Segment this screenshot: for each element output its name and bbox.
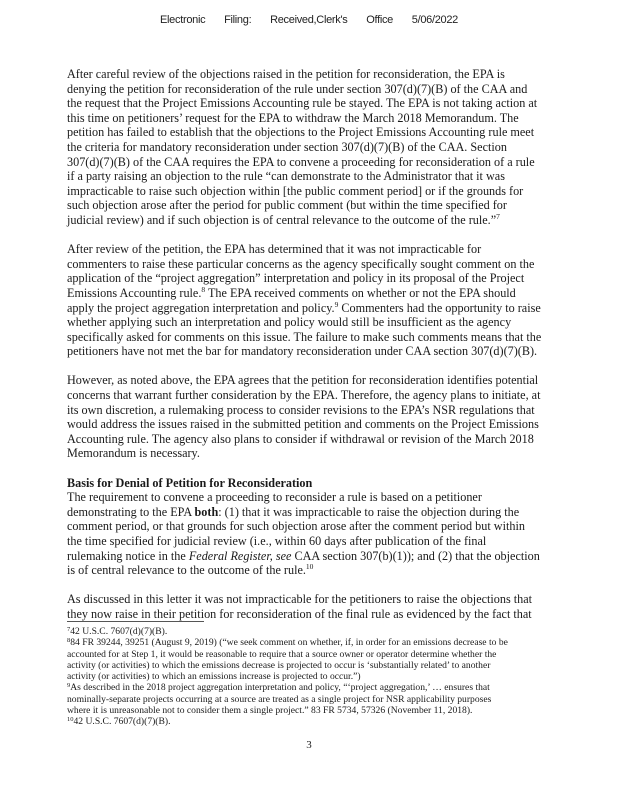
text-line: the time specified for judicial review (i.e., within 60 days after publication of the final xyxy=(67,534,487,548)
footnote-number: 7 xyxy=(67,626,71,633)
footnote-ref-10[interactable]: 10 xyxy=(305,562,314,572)
text-line: the criteria for mandatory reconsideration under section 307(d)(7)(B) of the CAA. Section xyxy=(67,139,507,154)
footnote-line xyxy=(67,716,587,727)
paragraph-denial-summary xyxy=(67,67,567,228)
text-line: whether applying such an interpretation and policy would still be insufficient as the agency xyxy=(67,315,512,330)
text-segment: judicial review) and if such objection is of central relevance to the outcome of the rule.” xyxy=(67,212,497,227)
text-segment: apply the project aggregation interpretation and policy. xyxy=(67,300,335,315)
text-line: petition has failed to establish that the objections to the Project Emissions Accounting rule meet xyxy=(67,125,535,140)
footnote-8 xyxy=(67,637,587,682)
text-segment: Commenters had the opportunity to raise xyxy=(338,300,541,315)
footnote-9 xyxy=(67,682,587,716)
text-line: would address the issues raised in the submitted petition and comments on the Project Emissions xyxy=(67,417,539,432)
footnote-divider xyxy=(67,621,204,622)
citation-federal-register: Federal Register, see xyxy=(188,548,292,563)
footnote-ref-7[interactable]: 7 xyxy=(496,211,500,221)
footnote-ref-8[interactable]: 8 xyxy=(201,284,206,294)
header-electronic: Electronic xyxy=(160,14,206,26)
text-line: such objection arose after the period for public comment (but within the time specified for xyxy=(67,198,507,213)
footnote-number: 10 xyxy=(67,716,74,724)
filing-stamp-header xyxy=(0,14,618,26)
footnote-line: activity (or activities) to which the emissions decrease is projected to occur is ‘substantially related’ to another xyxy=(67,659,491,671)
text-segment: is of central relevance to the outcome of the rule. xyxy=(67,563,306,578)
header-office: Office xyxy=(366,14,393,26)
document-body xyxy=(67,67,567,636)
text-line: its own discretion, a rulemaking process to consider revisions to the EPA’s NSR regulations that xyxy=(67,402,535,417)
text-segment: 42 U.S.C. 7607(d)(7)(B). xyxy=(73,716,171,728)
footnote-ref-9[interactable]: 9 xyxy=(334,299,339,309)
footnote-line: activity (or activities) to which an emissions increase is projected to occur.”) xyxy=(67,671,361,683)
paragraph-discussion xyxy=(67,592,567,621)
text-segment: The EPA received comments on whether or not the EPA should xyxy=(205,285,516,300)
footnote-line: nominally-separate projects occurring at a source are treated as a single project for NSR applicability purposes xyxy=(67,693,492,705)
paragraph-further-consideration xyxy=(67,373,567,461)
footnote-number: 8 xyxy=(67,637,71,645)
text-line: After careful review of the objections raised in the petition for reconsideration, the EPA is xyxy=(67,67,505,81)
footnote-line xyxy=(67,682,587,693)
text-line xyxy=(67,549,567,564)
text-line: this time on petitioners’ request for the EPA to withdraw the March 2018 Memorandum. The xyxy=(67,110,519,125)
text-line: comment period, or that grounds for such objection arose after the comment period but within xyxy=(67,519,525,534)
paragraph-basis-for-denial xyxy=(67,476,567,578)
footnote-line: where it is unreasonable not to consider them a single project.” 83 FR 5734, 57326 (November 11, 2018). xyxy=(67,705,473,717)
header-received-clerks: Received,Clerk's xyxy=(270,14,348,26)
text-line: if a party raising an objection to the rule “can demonstrate to the Administrator that it was xyxy=(67,169,505,184)
text-line xyxy=(67,213,567,228)
text-line: the request that the Project Emissions Accounting rule be stayed. The EPA is not taking action at xyxy=(67,96,538,111)
text-line: denying the petition for reconsideration of the rule under section 307(d)(7)(B) of the CAA and xyxy=(67,81,528,96)
text-segment: demonstrating to the EPA xyxy=(67,504,195,519)
footnote-10 xyxy=(67,716,587,727)
footnote-line: accounted for at Step 1, it would be reasonable to require that a source owner or operator determine whether the xyxy=(67,648,497,660)
text-line: Memorandum is necessary. xyxy=(67,446,200,461)
header-filing: Filing: xyxy=(224,14,252,26)
text-line: application of the “project aggregation” interpretation and policy in its proposal of the Project xyxy=(67,271,525,286)
text-line: concerns that warrant further consideration by the EPA. Therefore, the agency plans to initiate, at xyxy=(67,388,541,403)
text-segment: 42 U.S.C. 7607(d)(7)(B). xyxy=(70,626,168,637)
text-line: However, as noted above, the EPA agrees that the petition for reconsideration identifies potential xyxy=(67,373,539,388)
footnote-line xyxy=(67,626,587,637)
text-line xyxy=(67,301,567,316)
section-heading: Basis for Denial of Petition for Reconsideration xyxy=(67,475,313,490)
page-number: 3 xyxy=(306,739,312,751)
text-line: specifically asked for comments on this issue. The failure to make such comments means that the xyxy=(67,329,542,344)
text-line: they now raise in their petition for reconsideration of the final rule as evidenced by the fact that xyxy=(67,606,532,621)
text-segment: CAA section 307(b)(1)); and (2) that the objection xyxy=(291,548,540,563)
emphasis-both: both xyxy=(194,504,219,519)
text-segment: rulemaking notice in the xyxy=(67,548,189,563)
header-date: 5/06/2022 xyxy=(411,14,458,26)
text-line: impracticable to raise such objection within [the public comment period] or if the grounds for xyxy=(67,183,524,198)
text-line: Accounting rule. The agency also plans to consider if withdrawal or revision of the March 2018 xyxy=(67,431,534,446)
text-line: The requirement to convene a proceeding to reconsider a rule is based on a petitioner xyxy=(67,490,482,505)
text-line xyxy=(67,505,567,520)
footnote-7 xyxy=(67,626,587,637)
text-segment: 84 FR 39244, 39251 (August 9, 2019) (“we seek comment on whether, if, in order for an emissions decrease to be xyxy=(70,637,508,649)
footnotes xyxy=(67,626,587,728)
paragraph-review-determination xyxy=(67,242,567,359)
text-line: 307(d)(7)(B) of the CAA requires the EPA to convene a proceeding for reconsideration of a rule xyxy=(67,154,535,169)
footnote-number: 9 xyxy=(67,682,71,690)
text-line: After review of the petition, the EPA has determined that it was not impracticable for xyxy=(67,242,482,257)
text-line: petitioners have not met the bar for mandatory reconsideration under CAA section 307(d)(7)(B). xyxy=(67,344,538,359)
text-segment: Emissions Accounting rule. xyxy=(67,285,202,300)
text-line xyxy=(67,563,567,578)
text-segment: As described in the 2018 project aggregation interpretation and policy, “‘project aggregation,’ … ensures that xyxy=(70,682,490,694)
text-line: commenters to raise these particular concerns as the agency specifically sought comment on the xyxy=(67,256,535,271)
text-line: As discussed in this letter it was not impracticable for the petitioners to raise the objections that xyxy=(67,592,533,607)
text-segment: : (1) that it was impracticable to raise the objection during the xyxy=(218,504,520,519)
text-line xyxy=(67,286,567,301)
footnote-line xyxy=(67,637,587,648)
